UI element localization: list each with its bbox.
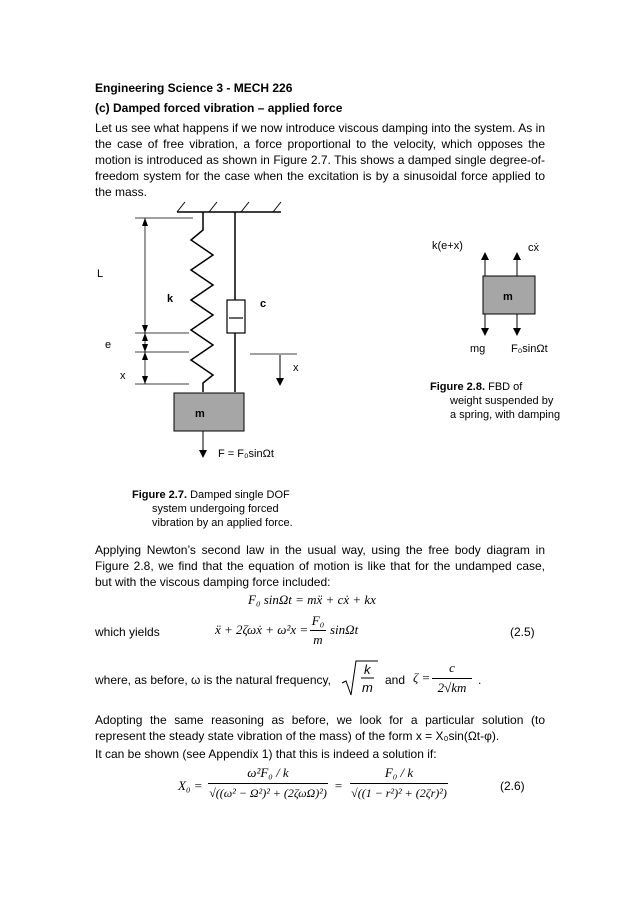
figure-2-8-caption: Figure 2.8. FBD of weight suspended by a spring, with damping (430, 381, 561, 421)
sqrt-denominator-m: m (362, 680, 373, 695)
fbd-mass-label: m (503, 291, 513, 303)
equation-of-motion: F₀ sinΩt = mẍ + cẋ + kx (248, 592, 376, 607)
eq-2-5-denominator: m (313, 632, 323, 647)
sqrt-numerator-k: k (364, 662, 371, 677)
eq-2-6-numerator-2: F₀ / k (384, 765, 414, 780)
damper-label-c: c (260, 298, 267, 310)
spring-force-label: k(e+x) (432, 240, 463, 252)
eq-2-6-fraction-bar-1 (208, 783, 328, 784)
weight-arrow (481, 328, 489, 336)
where-text: where, as before, ω is the natural frequency, (95, 673, 331, 687)
dimension-label-e: e (105, 339, 112, 351)
eq-2-6-denominator-1: √((ω² − Ω²)² + (2ζωΩ)²) (209, 786, 327, 800)
spring (191, 212, 213, 392)
eq-2-5-number: (2.5) (510, 625, 535, 639)
and-text: and (385, 673, 406, 687)
newton-paragraph: Applying Newton’s second law in the usual way, using the free body diagram in Figure 2.8, we find that the equation of motion is like that for the undamped case, but with the viscous damping force included: (95, 543, 545, 589)
eq-2-6-numerator-1: ω²F₀ / k (247, 765, 289, 780)
mass-block (174, 393, 244, 431)
figure-2-7-caption: Figure 2.7. Damped single DOF system undergoing forced vibration by an applied force. (132, 489, 293, 529)
dimension-label-L: L (97, 268, 104, 280)
eq-2-6-number: (2.6) (500, 779, 525, 793)
intro-paragraph: Let us see what happens if we now introduce viscous damping into the system. As in the case of free vibration, a force proportional to the velocity, which opposes the motion is introduced as shown in Figure 2.7. This shows a damped single degree-of-freedom system for the case when the excitation is by a sinusoidal force applied to the mass. (95, 121, 545, 199)
eq-2-6-denominator-2: √((1 − r²)² + (2ζr)²) (351, 786, 447, 800)
appendix-text: It can be shown (see Appendix 1) that this is indeed a solution if: (95, 747, 437, 761)
ceiling-hatching (177, 202, 281, 212)
zeta-numerator: c (449, 660, 455, 675)
figure-2-8-fbd (420, 230, 580, 360)
zeta-lhs: ζ = (413, 670, 431, 685)
eq-2-6-lhs: X₀ = (178, 778, 203, 793)
mass-label: m (195, 408, 205, 420)
weight-label: mg (470, 343, 486, 355)
sqrt-k-over-m (340, 657, 380, 699)
damping-force-label: cẋ (528, 242, 539, 254)
section-heading: (c) Damped forced vibration – applied force (95, 101, 343, 115)
eq-2-5-fraction-bar (310, 630, 326, 631)
x-direction-arrowhead (276, 378, 284, 386)
eq-2-6-fraction-bar-2 (350, 783, 448, 784)
eq-2-5-numerator: F₀ (311, 613, 325, 628)
eq-2-5-lhs: ẍ + 2ζωẋ + ω²x = (215, 622, 309, 637)
spring-label-k: k (167, 293, 174, 305)
x-direction-label: x (293, 362, 299, 374)
which-yields-text: which yields (95, 625, 160, 639)
damper-cylinder (227, 300, 245, 333)
applied-force-label: F₀sinΩt (511, 343, 548, 355)
damping-force-arrow (513, 252, 521, 260)
force-label: F = F₀sinΩt (218, 448, 274, 460)
force-arrowhead (199, 450, 207, 458)
zeta-fraction-bar (432, 678, 472, 679)
applied-force-arrow (513, 328, 521, 336)
dimension-label-x: x (120, 370, 126, 382)
figure-2-7-diagram (85, 200, 345, 475)
document-title: Engineering Science 3 - MECH 226 (95, 81, 293, 95)
zeta-denominator: 2√km (437, 680, 467, 695)
eq-2-5-rhs: sinΩt (330, 622, 359, 637)
adopting-paragraph: Adopting the same reasoning as before, we look for a particular solution (to represent the steady state vibration of the mass) of the form x = X₀sin(Ωt-φ). (95, 713, 545, 743)
eq-2-6-equals: = (334, 778, 343, 793)
spring-force-arrow (481, 252, 489, 260)
